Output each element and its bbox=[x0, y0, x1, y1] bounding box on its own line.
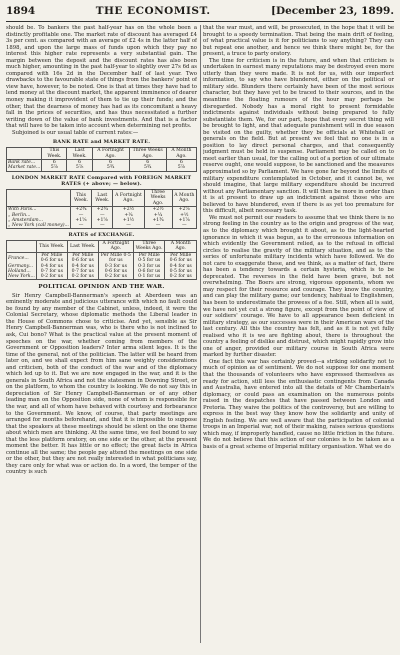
right-column bbox=[203, 25, 394, 643]
table-cell: +2½ bbox=[113, 207, 144, 213]
table-header-row bbox=[7, 147, 197, 159]
table-cell: +2⅝ bbox=[172, 207, 196, 213]
table-row bbox=[7, 274, 197, 280]
table-row-label: „ New York (call money)... bbox=[8, 222, 69, 228]
table-cell: +2¾ bbox=[92, 207, 113, 213]
article-paragraph: One fact this war has certainly proved—a striking solidarity not to much of opinion as of sentiment. We do not suppose for one moment that the thousands of volunteers who have expressed themselves as ready for action, still less the enthusiastic contingents from Canada and Australia, have entered into all the details of Mr Chamberlain's diplomacy, or could pass an examination on the numerous points raised in the despatches that have passed between London and Pretoria. They waive the politics of the controversy, but are willing to express in the best way they know how the solidarity and unity of English feeling. We are well aware that the participation of colonial troops in an Imperial war, not of their making, raises serious questions which may, if improperly handled, cause no little friction in the future. We do not believe that this action of our colonies is to be taken as a basis of a great scheme of Imperial military organisation. What we do bbox=[203, 358, 394, 450]
table-cell: 6 bbox=[129, 160, 166, 166]
table-row-label: „ Amsterdam... bbox=[7, 218, 71, 223]
page-number: 1894 bbox=[6, 5, 36, 17]
table-cell: 0·6 for us bbox=[98, 269, 133, 274]
column-divider bbox=[200, 25, 201, 643]
table-header-cell bbox=[7, 240, 37, 252]
table-row-label: „ Berlin... bbox=[7, 213, 71, 218]
table-cell: Per Mille 0·5 for us bbox=[133, 253, 164, 264]
table-row-label: France... bbox=[7, 253, 37, 264]
section-heading: POLITICAL OPINION AND THE WAR. bbox=[38, 284, 165, 291]
table-cell: 6 bbox=[166, 160, 196, 166]
table-cell: 0·4 for us bbox=[165, 264, 197, 269]
table-header-cell: A Fortnight Ago. bbox=[113, 189, 144, 207]
table-cell: — bbox=[92, 223, 113, 229]
table-cell: 0·3 for us bbox=[133, 264, 164, 269]
table-cell: +1½ bbox=[113, 218, 144, 223]
table-cell: — bbox=[113, 223, 144, 229]
article-paragraph: that the war must, and will, be prosecuted, in the hope that it will be brought to a speedy termination. That being the main drift of feeling, of what practical value is it for politicians to say anything? They can but repeat one another, and hence we think there might be, for the present, a truce to party oratory. bbox=[203, 25, 394, 58]
table-row-label: Bank rate... bbox=[7, 160, 42, 166]
table-cell: — bbox=[70, 223, 91, 229]
table-cell: +1⅝ bbox=[70, 218, 91, 223]
table-cell: Per Mille 0·6 for us bbox=[67, 253, 98, 264]
table-cell: — bbox=[92, 213, 113, 218]
newspaper-page bbox=[6, 5, 394, 645]
table-cell: 6 bbox=[92, 160, 129, 166]
table-cell: 5¾ bbox=[92, 165, 129, 171]
table-header-cell: This Week. bbox=[42, 147, 67, 159]
table-cell: 0·2 for us bbox=[36, 274, 67, 280]
table-header-cell: Last Week. bbox=[67, 240, 98, 252]
table-header-cell: This Week. bbox=[70, 189, 91, 207]
table-header-cell bbox=[7, 189, 71, 207]
table-cell: 0·5 for us bbox=[165, 269, 197, 274]
table-cell: 0·2 for us bbox=[165, 274, 197, 280]
table-cell: 5⅞ bbox=[42, 165, 67, 171]
table-cell: 0·4 for us bbox=[67, 264, 98, 269]
table-cell: 0·3 for us bbox=[98, 264, 133, 269]
table-cell: — bbox=[172, 223, 196, 229]
table-header-row bbox=[7, 240, 197, 252]
table-cell: +1⅝ bbox=[92, 218, 113, 223]
table-cell: 5¾ bbox=[129, 165, 166, 171]
table-title: LONDON MARKET RATE Compared with FOREIGN MARKET RATES (+ above; — below). bbox=[11, 174, 192, 188]
table-row bbox=[7, 223, 197, 229]
table-cell: +½ bbox=[172, 213, 196, 218]
table-header-cell: A Fortnight Ago. bbox=[92, 147, 129, 159]
table-cell: +2½ bbox=[144, 207, 172, 213]
table-header-cell: A Month Ago. bbox=[165, 240, 197, 252]
table-cell: — bbox=[144, 223, 172, 229]
table-cell: 0·2 for us bbox=[98, 274, 133, 280]
foreign-market-rates-table bbox=[6, 189, 197, 229]
table-header-cell: A Month Ago. bbox=[172, 189, 196, 207]
table-cell: 6 bbox=[67, 160, 92, 166]
table-cell: +2¾ bbox=[70, 207, 91, 213]
table-cell: 0·4 for us bbox=[36, 264, 67, 269]
table-row bbox=[7, 253, 197, 264]
table-row-label: Market rate... bbox=[8, 165, 41, 171]
table-cell: 5⅞ bbox=[166, 165, 196, 171]
table-cell: 6 bbox=[42, 160, 67, 166]
table-cell: Per Mille 0·6 for us bbox=[165, 253, 197, 264]
table-cell: — bbox=[70, 213, 91, 218]
issue-date: [December 23, 1899. bbox=[271, 5, 394, 17]
article-paragraph: should be. To bankers the past half-year has on the whole been a distinctly profitable one. The market rate of discount has averaged £4 3s per cent. as compared with an average of £2 4s in the latter half of 1898, and upon the large mass of funds upon which they pay no interest this higher rate represents a very substantial gain. The margin between the deposit and the discount rates has also been much higher, amounting in the past half-year to slightly over 27s 6d as compared with 16s 2d in the December half of last year. Two drawbacks to the favourable state of things from the bankers' point of view have, however, to be noted. One is that at times they have had to lend money at the discount market, the apparent imminence of dearer money making it improvident of them to tie up their funds; and the other, that the dearness of money has had as its concomitant a heavy fall in the prices of securities, and has thus necessitated a further writing down of the value of bank investments. And that is a factor that will have to be taken into account when determining net profits. bbox=[6, 25, 197, 130]
table-cell: 0·7 for us bbox=[36, 269, 67, 274]
table-cell: 0·7 for us bbox=[67, 269, 98, 274]
table-cell: +1¾ bbox=[144, 218, 172, 223]
table-header-cell: A Month Ago. bbox=[166, 147, 196, 159]
article-paragraph: We must not permit our readers to assume that we think there is no strong feeling in the country as to the origin and progress of the war, as to the diplomacy which brought it about, as to the light-hearted ignorance in which it was begun, as to the erroneous information on which evidently the Government relied, as to the refusal in official circles to realise the gravity of the military situation, and as to the series of unfortunate military incidents which have followed. We do not care to exaggerate these, and we think, as a matter of fact, there has been a tendency towards a certain hysteria, which is to be deprecated. The reverses in the field have been grave, but not overwhelming. The Boers are strong, vigorous opponents, whom we may respect for their resource and courage. They know the country, and can play the military game; our tendency, habitual to Englishmen, has been to underestimate the prowess of a foe. Still, when all is said, we have not yet cut a strong figure, except from the point of view of our soldiers' courage. We have to all appearance been deficient in military strategy, as our successes were in their American wars of the last century. All this the country has felt, and as it is not yet fully realised who it is we are fighting about, there is throughout the country a feeling of dislike and distrust, which might rapidly grow into one of anger, provided our military course in South Africa were marked by further disaster. bbox=[203, 214, 394, 359]
table-row bbox=[7, 165, 197, 171]
table-header-cell: Three Weeks Ago. bbox=[129, 147, 166, 159]
table-cell: +1⅞ bbox=[172, 218, 196, 223]
table-cell: +¼ bbox=[113, 213, 144, 218]
table-cell: 0·2 for us bbox=[67, 274, 98, 280]
table-row-label: New York... bbox=[8, 273, 35, 279]
table-header-cell: A Fortnight Ago. bbox=[98, 240, 133, 252]
table-cell: +¼ bbox=[144, 213, 172, 218]
table-row-label: Holland... bbox=[7, 269, 37, 274]
table-row-label: Germany... bbox=[7, 264, 37, 269]
table-header-cell bbox=[7, 147, 42, 159]
page-header bbox=[6, 5, 394, 22]
table-title: BANK RATE and MARKET RATE. bbox=[52, 139, 151, 146]
table-row-label: With Paris... bbox=[7, 207, 71, 213]
table-title: RATES of EXCHANGE. bbox=[68, 232, 135, 239]
article-paragraph: The time for criticism is in the future, and when that criticism is undertaken in earnest many reputations may be destroyed even more utterly than they were made. It is not for us, with our imperfect information, to say who have blundered, either on the political or military side. Blunders there certainly have been of the most serious character, but they have yet to be traced to their sources, and in the meantime the floating rumours of the hour may perhaps be disregarded. Nobody has a moral right to present formidable indictments against individuals without being prepared to fully substantiate them. We, for our part, hope that every secret thing will be brought to light, and that adequate punishment will in due season be visited on the guilty, whether they be officials at Whitehall or generals on the field. But at present we feel that no one is in a position to lay direct personal charges, and that consequently judgment must be held in suspense. Parliament may be called on to meet earlier than usual, for the calling out of a portion of our ultimate reserve ought, one would suppose, to be sanctioned and the measures approximated so by Parliament. We have gone far beyond the limits of military expenditure contemplated in October, and it cannot be, we should imagine, that large military expenditure should be incurred without any Parliamentary sanction. It will then be more in order than it is at present to draw up an indictment against those who are believed to have blundered, even if there is as yet too premature for this difficult, albeit necessary task. bbox=[203, 57, 394, 215]
table-cell: 0·1 for us bbox=[133, 274, 164, 280]
table-header-cell: Last Week. bbox=[92, 189, 113, 207]
table-cell: Per Mille 0·5 for us bbox=[98, 253, 133, 264]
article-paragraph: Subjoined is our usual table of current rates:— bbox=[12, 129, 139, 136]
table-header-cell: This Week. bbox=[36, 240, 67, 252]
table-header-cell: Last Week. bbox=[67, 147, 92, 159]
bank-rate-table bbox=[6, 147, 197, 172]
left-column bbox=[6, 25, 197, 643]
table-header-cell: Three Weeks Ago. bbox=[144, 189, 172, 207]
article-paragraph: Sir Henry Campbell-Bannerman's speech at Aberdeen was an eminently moderate and judicious utterance with which no fault could be found by any member of the Cabinet, unless, indeed, it were the Colonial Secretary, whose diplomatic methods the Liberal leader in the House of Commons chose to criticise. And yet, sensible as Sir Henry Campbell-Bannerman was, who is there who is not inclined to ask, Cui bono? What is the practical value at the present moment of speeches on the war, whether coming from members of the Government or Opposition leaders? Inter arma silent leges. It is the time of the general, not of the politician. The latter will be heard from later on, and we shall expect from him sane weighty considerations and criticism, both of the conduct of the war and of the diplomacy which led up to it. But we are now engaged in the war, and it is the generals in South Africa and not the statesmen in Downing Street, or on the platform, to whom the country is looking. We do not say this in depreciation of Sir Henry Campbell-Bannerman or of any other leading man on the Opposition side, none of whom is responsible for the war, and all of whom have behaved with courtesy and forbearance to the Government. We know, of course, that party meetings are arranged for months beforehand, and that it is impossible to suppose that the speakers at these meetings should be silent on the one theme about which men are thinking. At the same time, we feel bound to say that the less platform oratory, on one side or the other, at the present moment the better. It has little or no effect; the great facts in Africa continue all the same; the people pay attend the meetings on one side or the other, but they are not really interested in what politicians say, they care only for what was or action do. In a word, the temper of the country is such bbox=[6, 292, 197, 476]
table-cell: 5⅞ bbox=[67, 165, 92, 171]
table-header-row bbox=[7, 189, 197, 207]
table-header-cell: Three Weeks Ago. bbox=[133, 240, 164, 252]
table-cell: Per Mille 0·6 for us bbox=[36, 253, 67, 264]
publication-title: THE ECONOMIST. bbox=[95, 5, 211, 17]
exchange-rates-table bbox=[6, 240, 197, 280]
table-cell: 0·6 for us bbox=[133, 269, 164, 274]
